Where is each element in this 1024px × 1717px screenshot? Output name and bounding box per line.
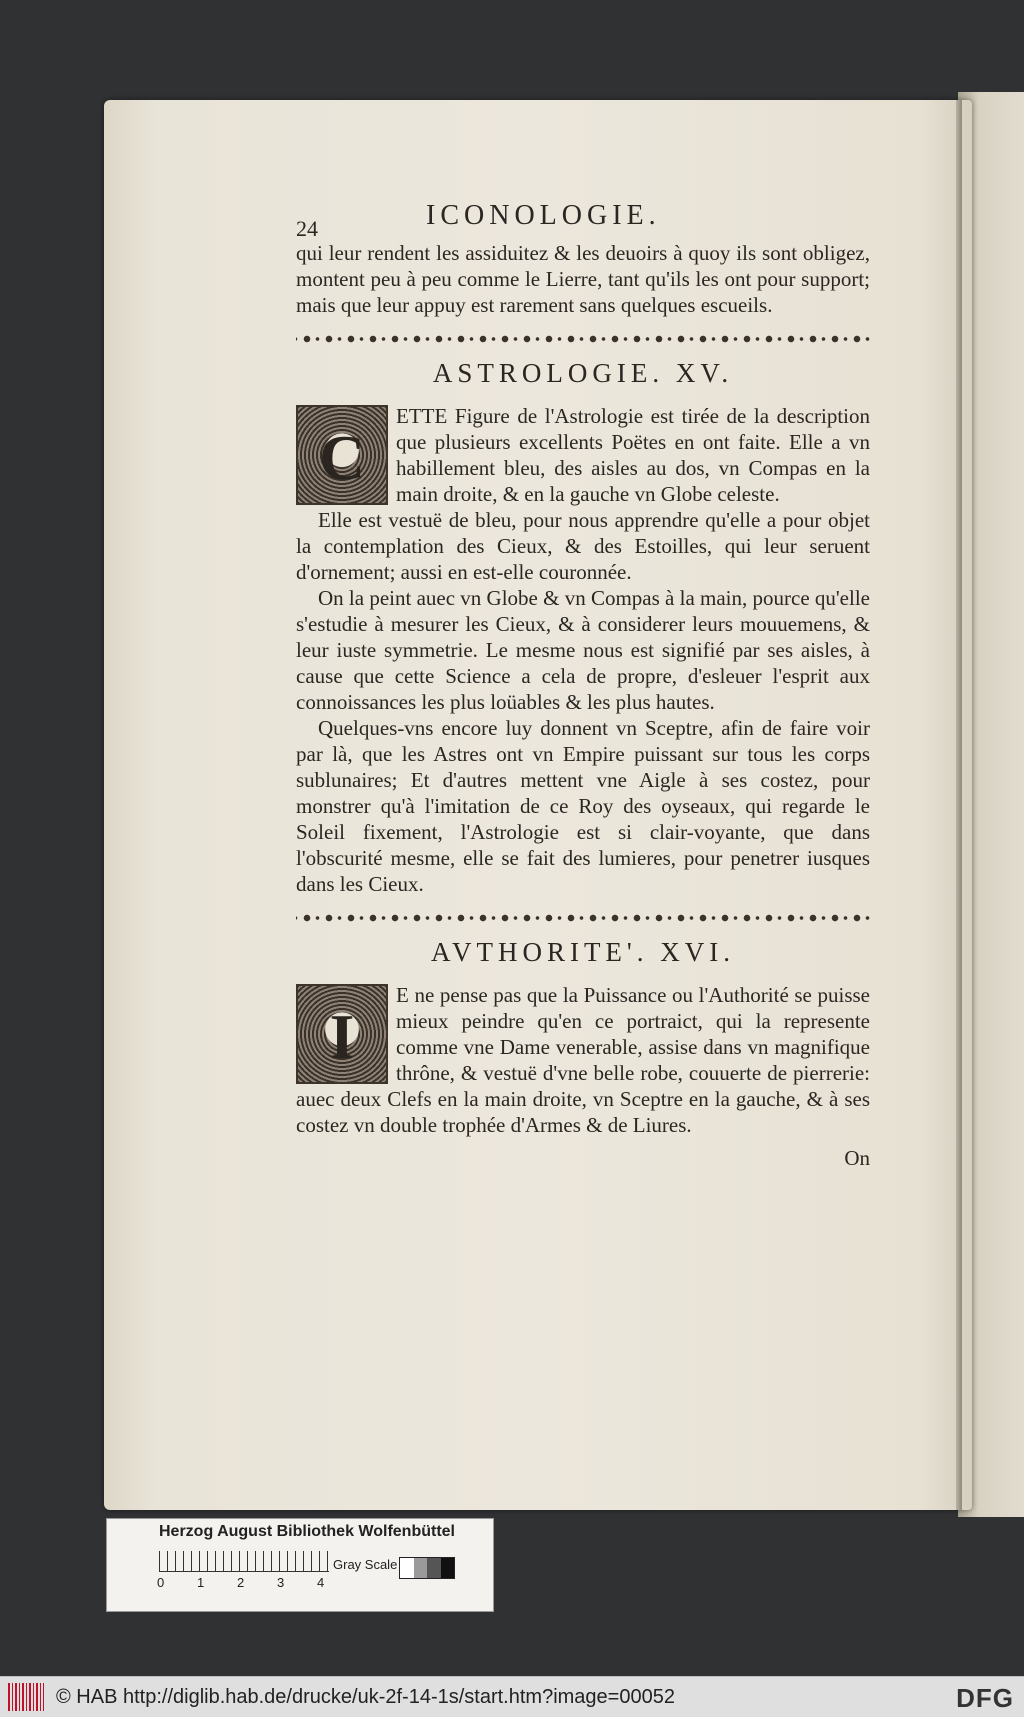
section-title-authorite: AVTHORITE'. XVI.	[430, 937, 736, 967]
paragraph: ETTE Figure de l'Astrologie est tirée de la description que plusieurs excellents Poëtes en ont faite. Elle a vn habillement bleu, des aisles au dos, vn Compas en la main droite, & en la gauche vn Globe celeste.	[396, 404, 870, 506]
ornament-divider	[296, 907, 870, 929]
page-number: 24	[296, 216, 318, 241]
gray-scale-label: Gray Scale	[333, 1557, 398, 1572]
ruler-number: 0	[157, 1575, 165, 1590]
running-title: ICONOLOGIE.	[426, 200, 661, 231]
ruler-number: 2	[237, 1575, 245, 1590]
dfg-logo: DFG	[956, 1683, 1014, 1713]
gray-scale-swatches	[399, 1557, 455, 1579]
color-calibration-bar	[106, 1518, 494, 1612]
page-header	[296, 200, 870, 240]
ruler-number: 3	[277, 1575, 285, 1590]
paragraph: Elle est vestuë de bleu, pour nous apprendre qu'elle a pour objet la contemplation des Cieux, & des Estoilles, qui leur seruent d'ornement; aussi en est-elle couronnée.	[296, 508, 870, 584]
opening-paragraph: qui leur rendent les assiduitez & les deuoirs à quoy ils sont obligez, montent peu à peu comme le Lierre, tant qu'ils les ont pour support; mais que leur appuy est rarement sans quelques escueils.	[296, 241, 870, 317]
section-title-astrologie: ASTROLOGIE. XV.	[432, 358, 734, 388]
text-block	[296, 200, 870, 1171]
status-bar	[0, 1676, 1024, 1717]
gray-swatch	[441, 1558, 455, 1578]
paragraph: Quelques-vns encore luy donnent vn Sceptre, afin de faire voir par là, que les Astres ont vn Empire puissant sur tous les corps sublunaires; Et d'autres mettent vne Aigle à ses costez, pour monstrer qu'à l'imitation de ce Roy des oyseaux, qui regarde le Soleil fixement, l'Astrologie est si clair-voyante, que dans l'obscurité mesme, elle se fait des lumieres, pour penetrer iusques dans les Cieux.	[296, 716, 870, 896]
gray-swatch	[400, 1558, 414, 1578]
catchword: On	[844, 1146, 870, 1170]
decorated-initial-c: C	[296, 405, 388, 505]
paragraph: On la peint auec vn Globe & vn Compas à la main, pource qu'elle s'estudie à mesurer les Cieux, & à considerer leurs mouuemens, & leur iuste symmetrie. Le mesme nous est signifié par ses aisles, à cause que cette Science a cela de propre, d'esleuer l'esprit aux connoissances les plus loüables & les plus hautes.	[296, 586, 870, 714]
gray-swatch	[427, 1558, 441, 1578]
section-body-authorite	[296, 982, 870, 1138]
section-body-astrologie	[296, 403, 870, 897]
ruler-number: 1	[197, 1575, 205, 1590]
decorated-initial-i: I	[296, 984, 388, 1084]
ruler-number: 4	[317, 1575, 325, 1590]
source-link[interactable]: © HAB http://diglib.hab.de/drucke/uk-2f-14-1s/start.htm?image=00052	[56, 1686, 675, 1708]
hab-logo-icon	[8, 1683, 44, 1711]
paragraph: E ne pense pas que la Puissance ou l'Authorité se puisse mieux peindre qu'en ce portraict, qui la represente comme vne Dame venerable, assise dans vn magnifique thrône, & vestuë d'vne belle robe, couuerte de pierrerie: auec deux Clefs en la main droite, vn Sceptre en la gauche, & à ses costez vn double trophée d'Armes & de Liures.	[296, 983, 870, 1137]
library-name: Herzog August Bibliothek Wolfenbüttel	[159, 1523, 455, 1540]
scale-ruler	[159, 1551, 329, 1572]
page-fore-edge	[956, 100, 962, 1510]
ornament-divider	[296, 328, 870, 350]
gray-swatch	[414, 1558, 428, 1578]
